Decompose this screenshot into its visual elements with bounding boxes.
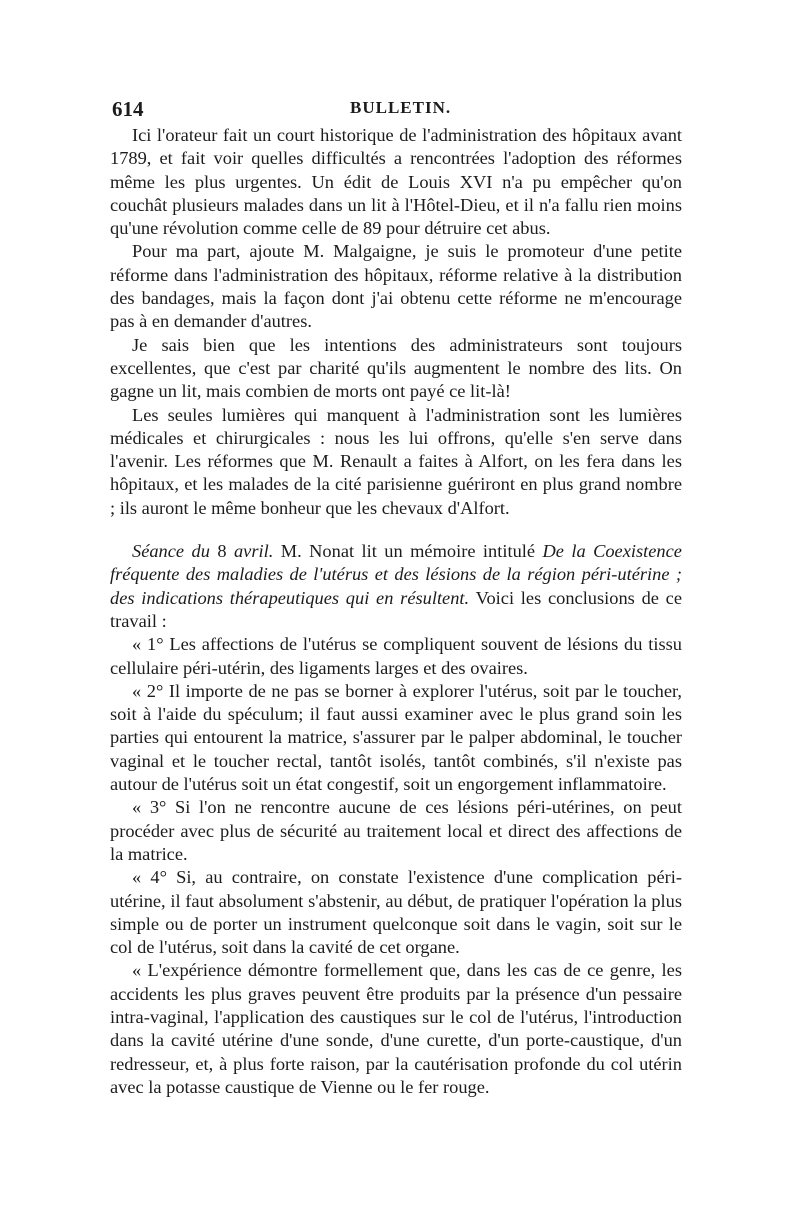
paragraph-intentions: Je sais bien que les intentions des administrateurs sont toujours excellentes, que c'est par charité qu'ils augmentent le nombre des lits. On gagne un lit, mais combien de morts ont payé ce lit-là! bbox=[110, 334, 682, 402]
seance-paragraph bbox=[110, 540, 682, 633]
seance-month: avril. bbox=[233, 541, 274, 562]
memoir-title: De la Coexistence fréquente des maladies de l'utérus et des lésions de la région péri-utérine ; des indications thérapeutiques qui en résultent. bbox=[110, 541, 682, 608]
page-number: 614 bbox=[112, 97, 144, 121]
page-header bbox=[112, 97, 682, 121]
paragraph-historique: Ici l'orateur fait un court historique de l'administration des hôpitaux avant 1789, et fait voir quelles difficultés a rencontrées l'adoption des réformes même les plus urgentes. Un édit de Louis XVI n'a pu empêcher qu'on couchât plusieurs malades dans un lit à l'Hôtel-Dieu, et il n'a fallu rien moins qu'une révolution comme celle de 89 pour détruire cet abus. bbox=[110, 125, 682, 239]
running-title: BULLETIN. bbox=[350, 98, 452, 117]
seance-tail: Voici les conclusions de ce travail : bbox=[110, 587, 683, 631]
conclusion-1: « 1° Les affections de l'utérus se compliquent souvent de lésions du tissu cellulaire péri-utérin, des ligaments larges et des ovaires. bbox=[110, 634, 682, 678]
conclusion-experience: « L'expérience démontre formellement que, dans les cas de ce genre, les accidents les plus graves peuvent être produits par la présence d'un pessaire intra-vaginal, l'application des caustiques sur le col de l'utérus, l'introduction dans la cavité utérine d'une sonde, d'une curette, d'un porte-caustique, d'un redresseur, et, à plus forte raison, par la cautérisation profonde du col utérin avec la potasse caustique de Vienne ou le fer rouge. bbox=[110, 960, 682, 1097]
conclusion-4: « 4° Si, au contraire, on constate l'existence d'une complication péri-utérine, il faut absolument s'abstenir, au début, de pratiquer l'opération la plus simple ou de porter un instrument quelconque soit dans le vagin, soit sur le col de l'utérus, soit dans la cavité de cet organe. bbox=[110, 867, 682, 958]
conclusion-3: « 3° Si l'on ne rencontre aucune de ces lésions péri-utérines, on peut procéder avec plus de sécurité au traitement local et direct des affections de la matrice. bbox=[110, 797, 682, 864]
seance-date-label: Séance du bbox=[132, 541, 210, 562]
seance-lead: M. Nonat lit un mémoire intitulé bbox=[280, 541, 536, 562]
paragraph-lumieres: Les seules lumières qui manquent à l'administration sont les lumières médicales et chirurgicales : nous les lui offrons, qu'elle s'en serve dans l'avenir. Les réformes que M. Renault a faites à Alfort, on les fera dans les hôpitaux, et les malades de la cité parisienne guériront en plus grand nombre ; ils auront le même bonheur que les chevaux d'Alfort. bbox=[110, 404, 682, 518]
paragraph-malgaigne: Pour ma part, ajoute M. Malgaigne, je suis le promoteur d'une petite réforme dans l'administration des hôpitaux, réforme relative à la distribution des bandages, mais la façon dont j'ai obtenu cette réforme ne m'encourage pas à en demander d'autres. bbox=[110, 241, 682, 332]
conclusion-2: « 2° Il importe de ne pas se borner à explorer l'utérus, soit par le toucher, soit à l'aide du spéculum; il faut aussi examiner avec le plus grand soin les parties qui entourent la matrice, s'assurer par le palper abdominal, le toucher vaginal et le toucher rectal, tantôt isolés, tantôt combinés, s'il n'existe pas autour de l'utérus soit un état congestif, soit un engorgement inflammatoire. bbox=[110, 680, 682, 795]
seance-day: 8 bbox=[217, 541, 227, 562]
body-text bbox=[110, 124, 682, 1099]
